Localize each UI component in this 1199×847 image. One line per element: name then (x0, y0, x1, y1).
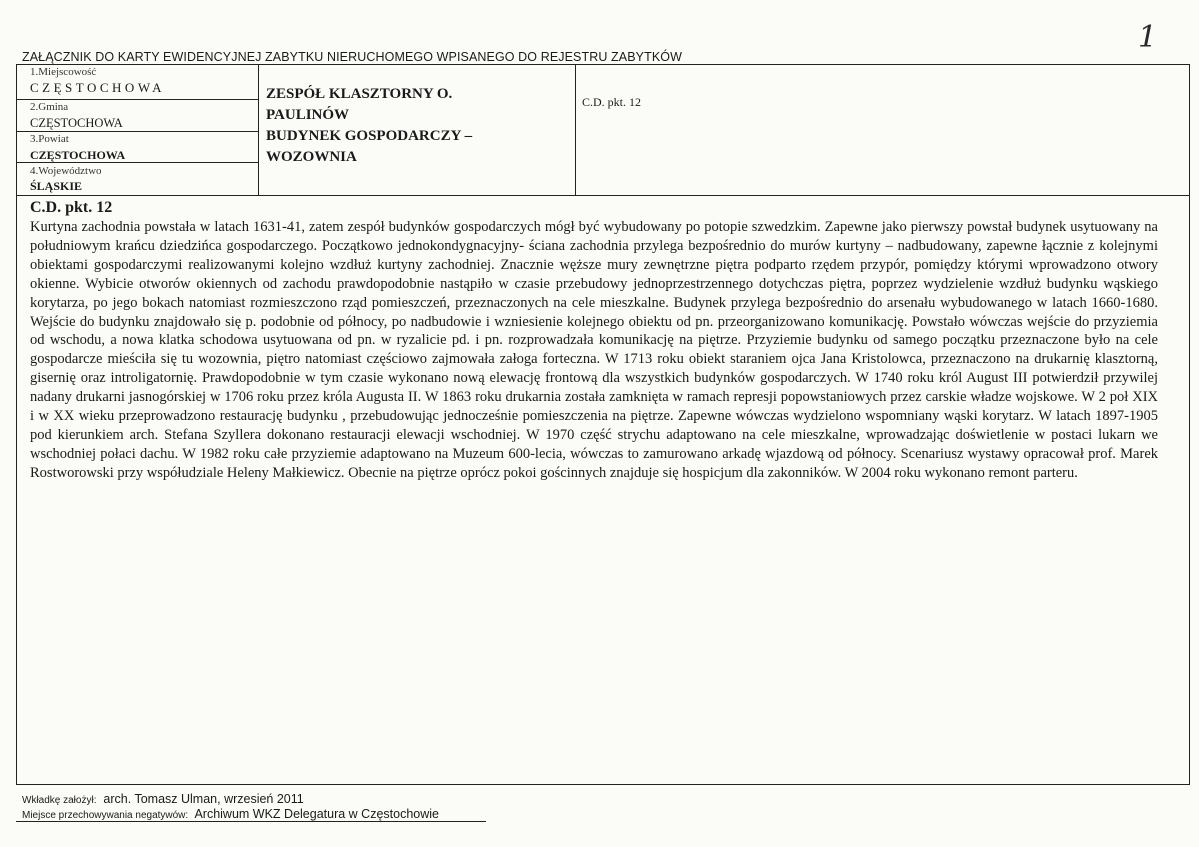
miejscowosc-label: 1.Miejscowość (30, 66, 97, 78)
footer-archive (22, 807, 439, 821)
section-heading: C.D. pkt. 12 (30, 199, 113, 216)
divider (258, 64, 259, 195)
object-name-line: WOZOWNIA (266, 149, 357, 165)
footer-rule (16, 821, 486, 822)
reference-label: C.D. pkt. 12 (582, 95, 642, 109)
powiat-label: 3.Powiat (30, 133, 69, 145)
page-number: 1 (1138, 20, 1158, 55)
divider (16, 195, 1190, 196)
powiat-value: CZĘSTOCHOWA (30, 148, 126, 162)
archive-label: Miejsce przechowywania negatywów: (22, 810, 189, 821)
section-body-text: Kurtyna zachodnia powstała w latach 1631-41, zatem zespół budynków gospodarczych mógł być wybudowany po potopie szwedzkim. Zapewne jako pierwszy powstał budynek usytuowany na południowym krańcu dziedzińca gospodarczego. Początkowo jednokondygnacyjny- ściana zachodnia przylega bezpośrednio do murów kurtyny – nadbudowany, zapewne łącznie z kolejnymi obiektami gospodarczymi realizowanymi kolejno wzdłuż kurtyny zachodniej. Znacznie węższe mury zewnętrzne piętra podparto rzędem przypór, pomiędzy którymi wprowadzono otwory okienne. Wybicie otworów okiennych od zachodu prawdopodobnie nastąpiło w czasie przebudowy jednoprzestrzennego dotychczas piętra, poprzez wydzielenie wzdłuż budynku wąskiego korytarza, po jego bokach natomiast rozmieszczono rząd pomieszczeń, przeznaczonych na cele mieszkalne. Budynek przylega bezpośrednio do arsenału wybudowanego w latach 1660-1680. Wejście do budynku znajdowało się p. podobnie od północy, po nadbudowie i wzniesienie kolejnego obiektu od pn. przeorganizowano komunikację. Powstało wówczas wejście do przyziemia od wschodu, a nowa klatka schodowa usytuowana od pn. w ryzalicie pd. i pn. rozprowadzała komunikację na piętrze. Przyziemie budynku od samego początku przeznaczone było na cele gospodarcze mieściła się tu wozownia, piętro natomiast częściowo zajmowała załoga forteczna. W 1713 roku obiekt staraniem ojca Jana Kristolowca, przeznaczono na drukarnię klasztorną, gisernię oraz introligatornię. Prawdopodobnie w tym czasie wykonano nową elewację frontową dla wszystkich budynków gospodarczych. W 1740 roku król August III potwierdził przywilej nadany drukarni jasnogórskiej w 1706 roku przez króla Augusta II. W 1863 roku drukarnia została zamknięta w ramach represji popowstaniowych przez carskie władze wojskowe. W 2 poł XIX i w XX wieku przeprowadzono restaurację budynku , przebudowując jednocześnie pomieszczenia na piętrze. Zapewne wówczas wydzielono wspomniany wąski korytarz. W latach 1897-1905 pod kierunkiem arch. Stefana Szyllera dokonano restauracji elewacji wschodniej. W 1970 część strychu adaptowano na cele mieszkalne, wprowadzając doświetlenie w postaci lukarn we wschodniej połaci dachu. W 1982 roku całe przyziemie adaptowano na Muzeum 600-lecia, wówczas to zamurowano arkadę wjazdową od północy. Scenariusz wystawy opracował prof. Marek Rostworowski przy współudziale Heleny Małkiewicz. Obecnie na piętrze oprócz pokoi gościnnych znajduje się hospicjum dla zakonników. W 2004 roku wykonano remont parteru. (30, 219, 1158, 481)
gmina-label: 2.Gmina (30, 101, 69, 113)
divider (16, 99, 258, 100)
author-value: arch. Tomasz Ulman, wrzesień 2011 (103, 792, 304, 806)
object-name (266, 84, 516, 168)
miejscowosc-value: CZĘSTOCHOWA (30, 80, 166, 95)
object-name-line: PAULINÓW (266, 107, 350, 123)
divider (575, 64, 576, 195)
gmina-value: CZĘSTOCHOWA (30, 116, 123, 130)
object-name-line: ZESPÓŁ KLASZTORNY O. (266, 86, 453, 102)
author-label: Wkładkę założył: (22, 795, 97, 806)
archive-value: Archiwum WKZ Delegatura w Częstochowie (194, 807, 439, 821)
wojewodztwo-label: 4.Województwo (30, 165, 102, 177)
object-name-line: BUDYNEK GOSPODARCZY – (266, 128, 473, 144)
divider (16, 131, 258, 132)
footer-author (22, 792, 304, 806)
document-header-title: ZAŁĄCZNIK DO KARTY EWIDENCYJNEJ ZABYTKU NIERUCHOMEGO WPISANEGO DO REJESTRU ZABYTKÓW (22, 50, 682, 64)
wojewodztwo-value: ŚLĄSKIE (30, 179, 83, 193)
